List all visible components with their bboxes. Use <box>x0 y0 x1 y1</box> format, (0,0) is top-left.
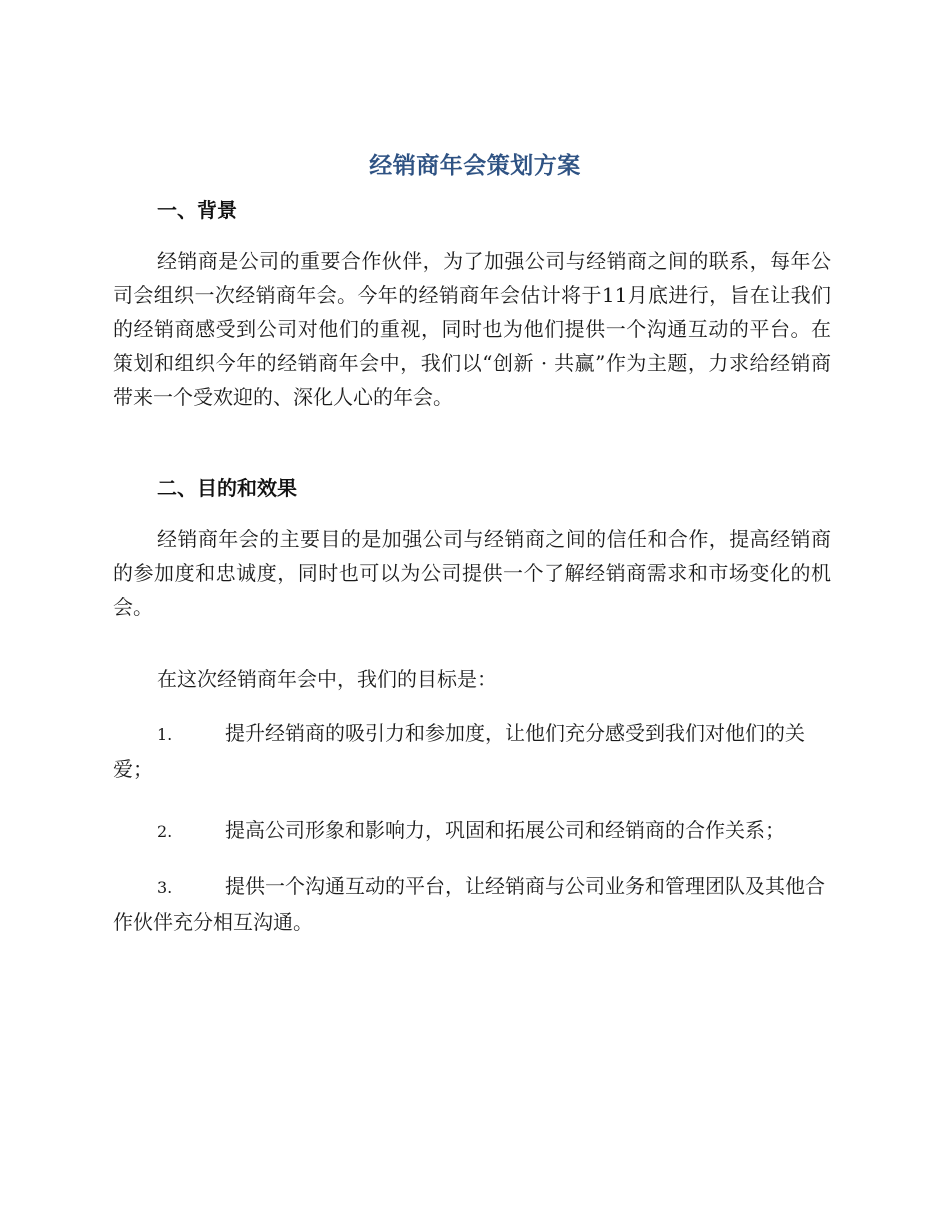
section-heading-background: 一、背景 <box>157 198 237 222</box>
list-text: 提供一个沟通互动的平台，让经销商与公司业务和管理团队及其他合作伙伴充分相互沟通。 <box>113 874 825 934</box>
list-item <box>113 716 831 786</box>
list-number: 1. <box>157 725 173 744</box>
list-text: 提升经销商的吸引力和参加度，让他们充分感受到我们对他们的关爱； <box>113 721 805 781</box>
list-item <box>113 813 831 849</box>
background-paragraph: 经销商是公司的重要合作伙伴，为了加强公司与经销商之间的联系，每年公司会组织一次经销商年会。今年的经销商年会估计将于11月底进行，旨在让我们的经销商感受到公司对他们的重视，同时也为他们提供一个沟通互动的平台。在策划和组织今年的经销商年会中，我们以“创新 · 共赢”作为主题，力求给经销商带来一个受欢迎的、深化人心的年会。 <box>113 249 831 409</box>
list-text: 提高公司形象和影响力，巩固和拓展公司和经销商的合作关系； <box>225 818 785 842</box>
list-item <box>113 869 831 939</box>
document-title: 经销商年会策划方案 <box>369 153 581 179</box>
section-heading-goals: 二、目的和效果 <box>157 476 297 500</box>
list-number: 3. <box>157 878 173 897</box>
goals-paragraph: 经销商年会的主要目的是加强公司与经销商之间的信任和合作，提高经销商的参加度和忠诚度，同时也可以为公司提供一个了解经销商需求和市场变化的机会。 <box>113 527 831 619</box>
goals-intro: 在这次经销商年会中，我们的目标是： <box>157 667 497 691</box>
list-number: 2. <box>157 822 173 841</box>
